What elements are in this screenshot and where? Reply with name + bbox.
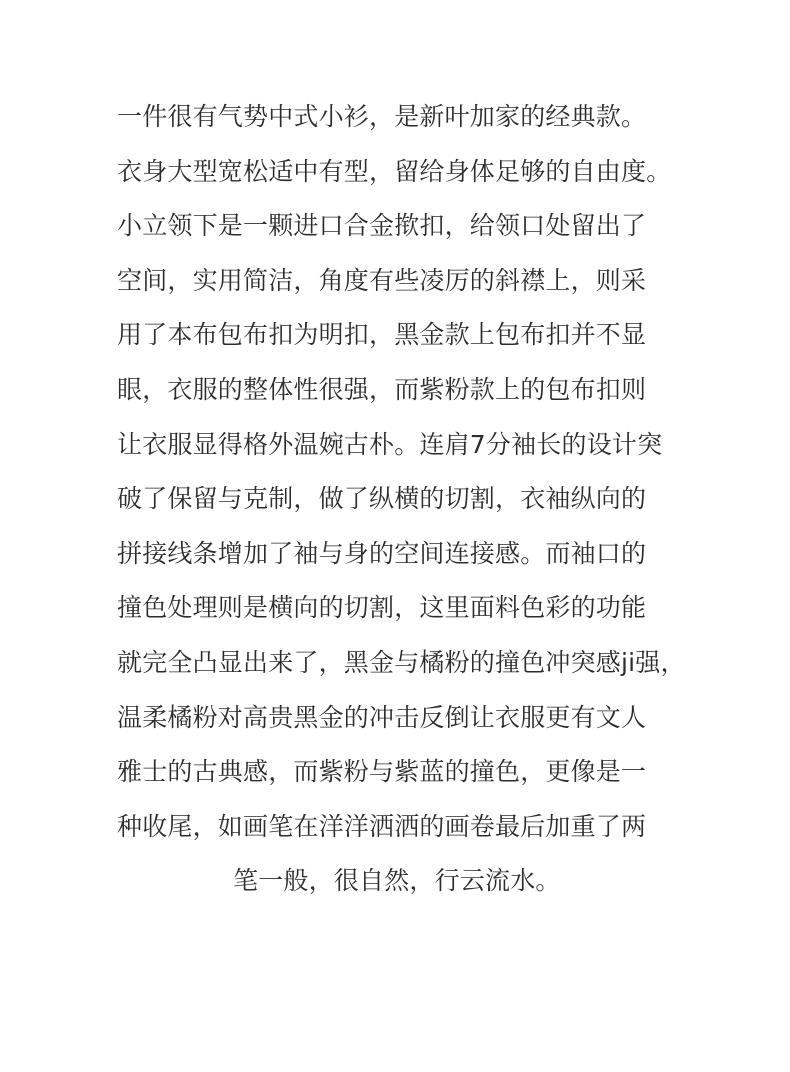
- paragraph-line-15: 笔一般，很自然，行云流水。: [233, 866, 561, 896]
- paragraph-line-12: 温柔橘粉对高贵黑金的冲击反倒让衣服更有文人: [117, 702, 647, 732]
- paragraph-line-2: 衣身大型宽松适中有型，留给身体足够的自由度。: [117, 156, 672, 186]
- paragraph-line-11: 就完全凸显出来了，黑金与橘粉的撞色冲突感ji强，: [117, 647, 686, 677]
- paragraph-line-14: 种收尾，如画笔在洋洋洒洒的画卷最后加重了两: [117, 811, 647, 841]
- paragraph-line-13: 雅士的古典感，而紫粉与紫蓝的撞色，更像是一: [117, 757, 647, 787]
- paragraph-line-4: 空间，实用简洁，角度有些凌厉的斜襟上，则采: [117, 265, 647, 295]
- paragraph-line-5: 用了本布包布扣为明扣，黑金款上包布扣并不显: [117, 320, 647, 350]
- paragraph-line-1: 一件很有气势中式小衫，是新叶加家的经典款。: [117, 102, 647, 131]
- paragraph-line-9: 拼接线条增加了袖与身的空间连接感。而袖口的: [117, 538, 647, 568]
- paragraph-line-3: 小立领下是一颗进口合金揿扣，给领口处留出了: [117, 211, 647, 241]
- paragraph-line-7: 让衣服显得格外温婉古朴。连肩7分袖长的设计突: [117, 429, 663, 459]
- paragraph-line-6: 眼，衣服的整体性很强，而紫粉款上的包布扣则: [117, 374, 647, 404]
- paragraph-line-8: 破了保留与克制，做了纵横的切割，衣袖纵向的: [117, 484, 647, 514]
- paragraph-line-10: 撞色处理则是横向的切割，这里面料色彩的功能: [117, 593, 647, 623]
- body-paragraph: [117, 90, 717, 909]
